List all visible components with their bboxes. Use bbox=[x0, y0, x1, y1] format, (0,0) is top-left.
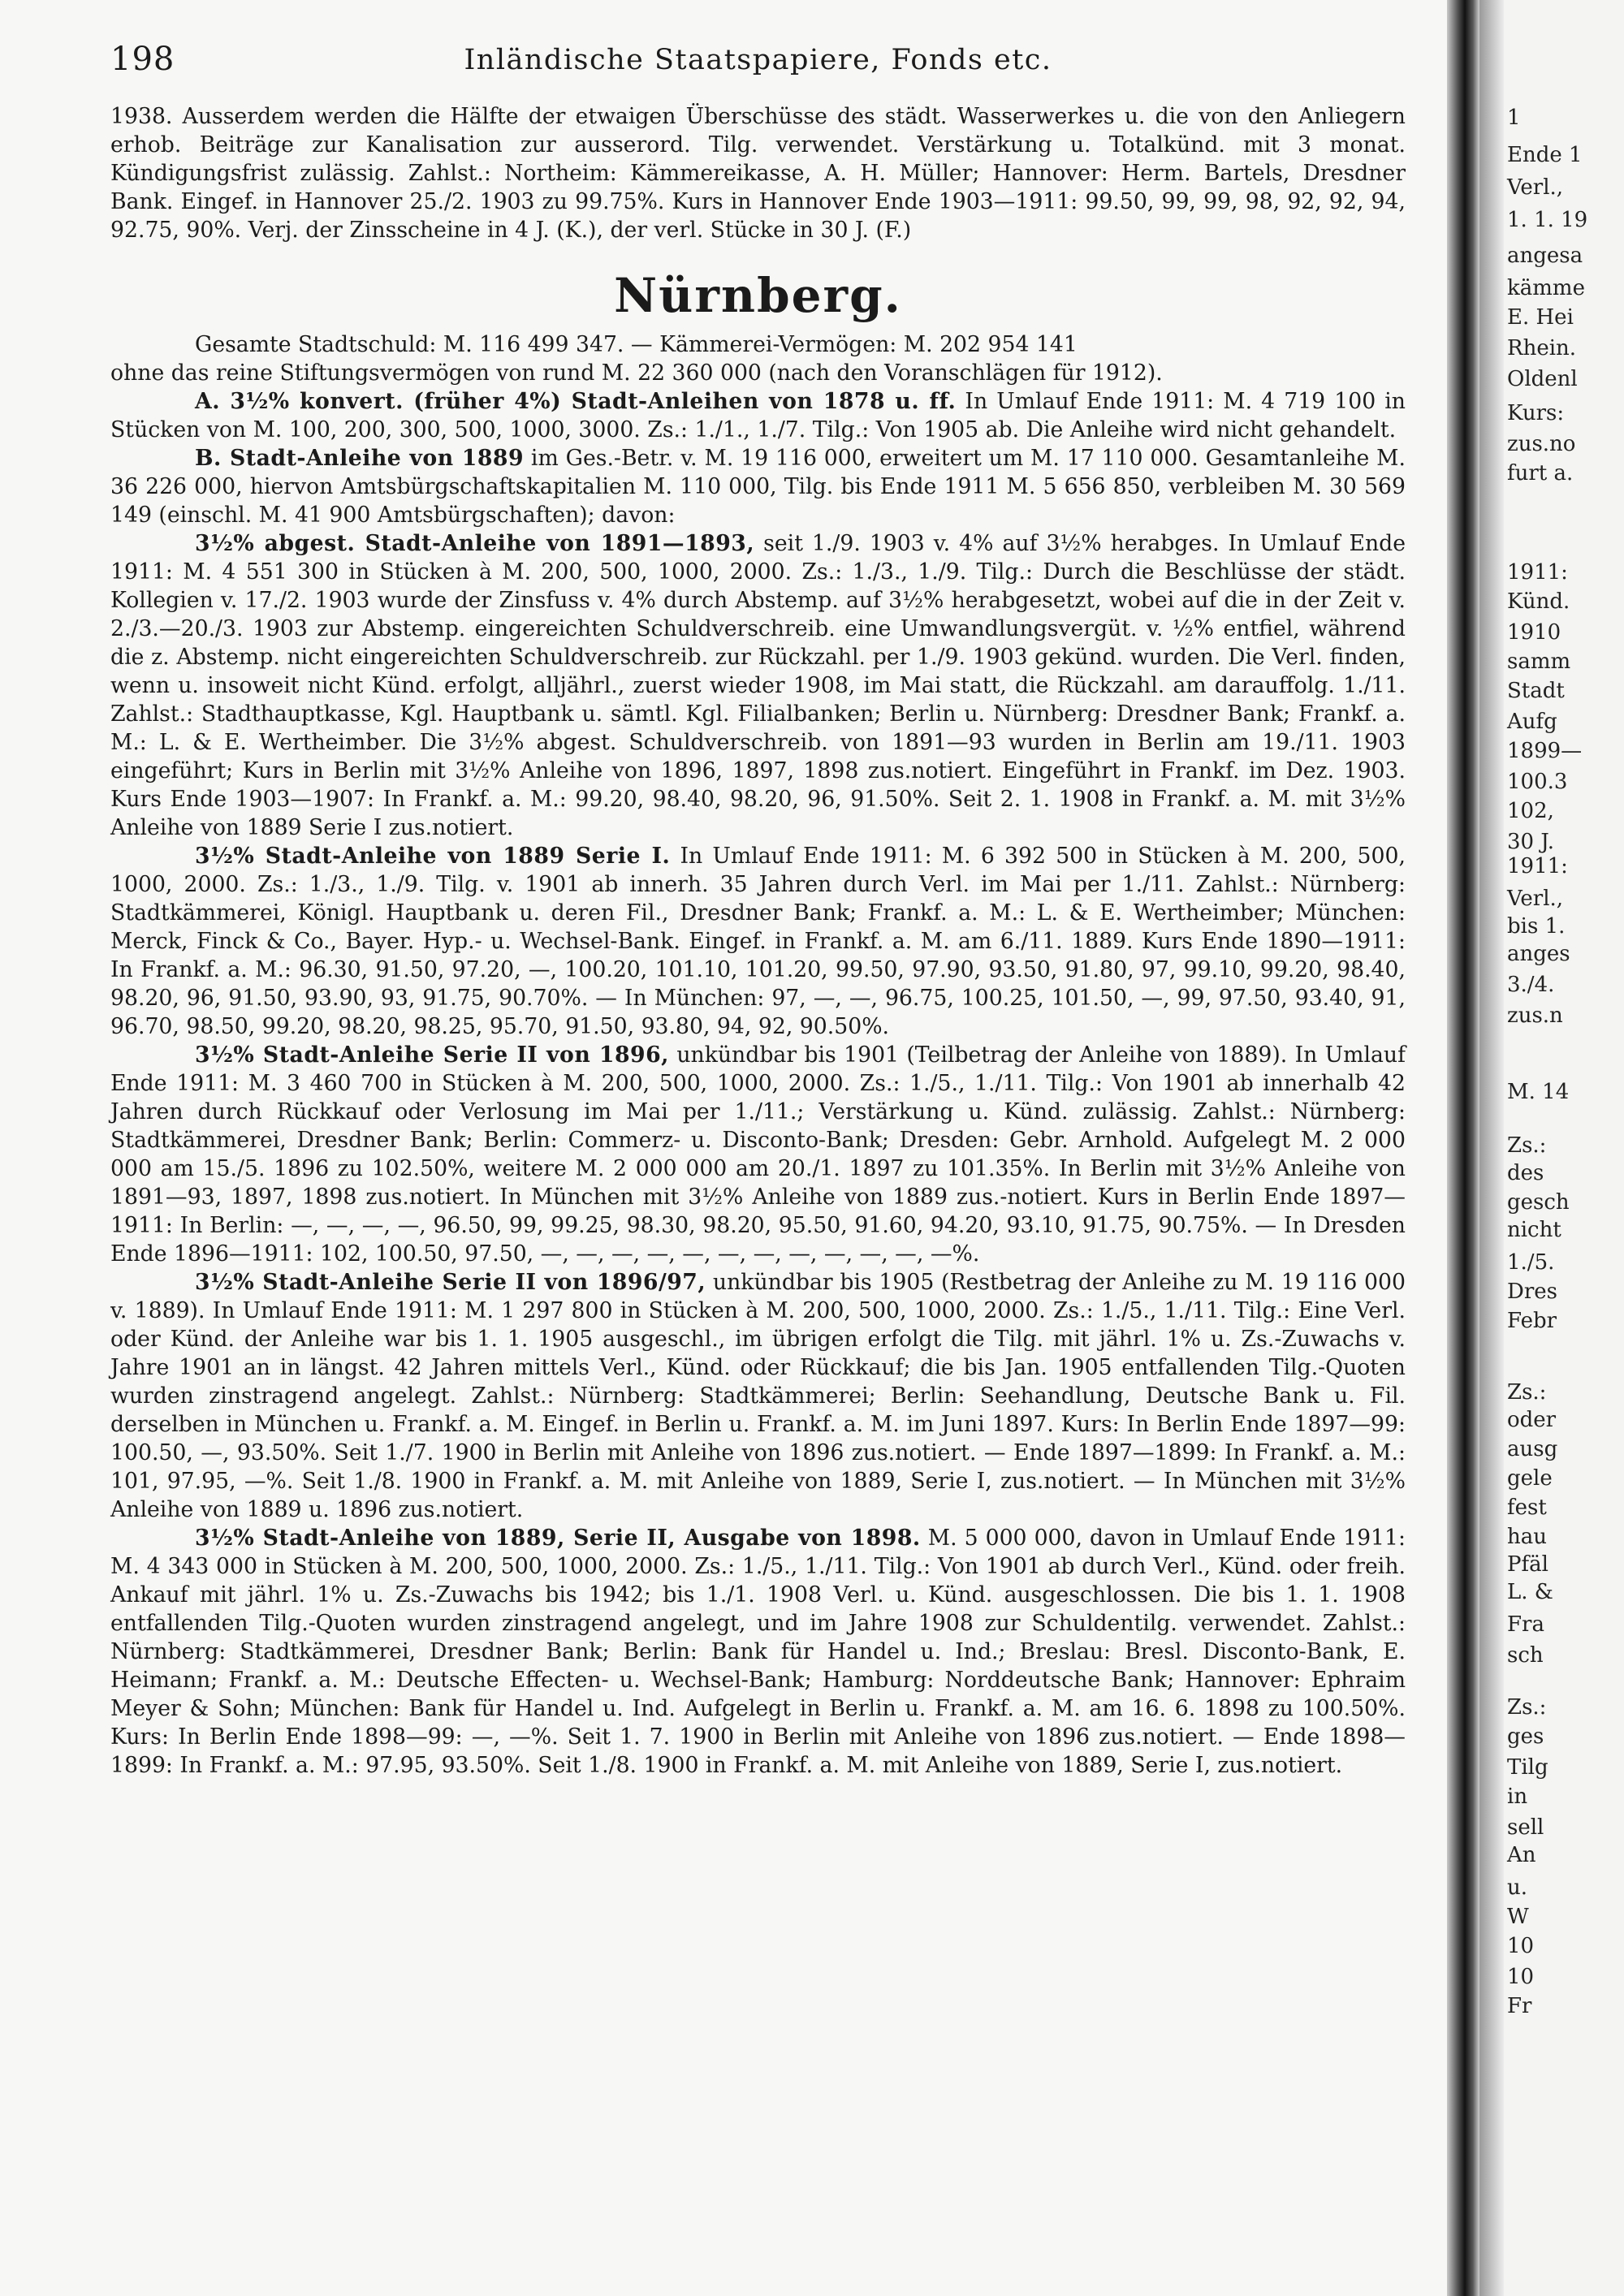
adjacent-page-fragment: E. Hei bbox=[1507, 305, 1574, 330]
adjacent-page-fragment: 1899— bbox=[1507, 739, 1583, 763]
adjacent-page-fragment: Kurs: bbox=[1507, 401, 1565, 425]
adjacent-page-fragment: 1911: bbox=[1507, 560, 1568, 585]
page-number: 198 bbox=[110, 41, 175, 78]
adjacent-page-fragment: Febr bbox=[1507, 1309, 1557, 1333]
loan-heading: A. 3½% konvert. (früher 4%) Stadt-Anleihen von 1878 u. ff. bbox=[195, 389, 957, 414]
loan-text: seit 1./9. 1903 v. 4% auf 3½% herabges. In Umlauf Ende 1911: M. 4 551 300 in Stücken à M. 200, 500, 1000, 2000. Zs.: 1./3., 1./9. Tilg.: Durch die Beschlüsse der städt. Kollegien v. 17./2. 1903 wurde der Zinsfuss v. 4% durch Abstemp. auf 3½% herabgesetzt, wobei auf die in der Zeit v. 2./3.—20./3. 1903 zur Abstemp. eingereichten Schuldverschreib. eine Umwandlungsvergüt. v. ½% entfiel, während die z. Abstemp. nicht eingereichten Schuldverschreib. zur Rückzahl. per 1./9. 1903 gekünd. wurden. Die Verl. finden, wenn u. insoweit nicht Künd. erfolgt, alljährl., zuerst wieder 1908, im Mai statt, die Rückzahl. am darauffolg. 1./11. Zahlst.: Stadthauptkasse, Kgl. Hauptbank u. sämtl. Kgl. Filialbanken; Berlin u. Nürnberg: Dresdner Bank; Frankf. a. M.: L. & E. Wertheimber. Die 3½% abgest. Schuldverschreib. von 1891—93 wurden in Berlin am 19./11. 1903 eingeführt; Kurs in Berlin mit 3½% Anleihe von 1896, 1897, 1898 zus.notiert. Eingeführt in Frankf. im Dez. 1903. Kurs Ende 1903—1907: In Frankf. a. M.: 99.20, 98.40, 98.20, 96, 91.50%. Seit 2. 1. 1908 in Frankf. a. M. mit 3½% Anleihe von 1889 Serie I zus.notiert. bbox=[110, 531, 1406, 840]
adjacent-page-fragment: oder bbox=[1507, 1408, 1557, 1432]
adjacent-page-fragment: Dres bbox=[1507, 1280, 1558, 1304]
adjacent-page-fragment: Fr bbox=[1507, 1994, 1532, 2018]
loan-heading: 3½% Stadt-Anleihe von 1889, Serie II, Ausgabe von 1898. bbox=[195, 1526, 921, 1551]
adjacent-page-fragment: Zs.: bbox=[1507, 1695, 1547, 1720]
adjacent-page-fragment: An bbox=[1507, 1843, 1536, 1867]
adjacent-page-fragment: samm bbox=[1507, 650, 1571, 674]
adjacent-page-fragment: angesa bbox=[1507, 244, 1583, 268]
adjacent-page-fragment: Verl., bbox=[1507, 887, 1564, 911]
loan-section-a bbox=[110, 387, 1406, 444]
adjacent-page-fragment: Fra bbox=[1507, 1612, 1544, 1637]
adjacent-page-fragment: zus.no bbox=[1507, 432, 1576, 456]
adjacent-page-fragment: ausg bbox=[1507, 1437, 1558, 1461]
adjacent-page-fragment: Zs.: bbox=[1507, 1380, 1547, 1405]
adjacent-page-fragment: 1./5. bbox=[1507, 1250, 1555, 1275]
adjacent-page-fragment: in bbox=[1507, 1785, 1528, 1809]
loan-heading: 3½% Stadt-Anleihe von 1889 Serie I. bbox=[195, 844, 671, 869]
adjacent-page-fragment: fest bbox=[1507, 1495, 1547, 1520]
adjacent-page-fragment: u. bbox=[1507, 1875, 1528, 1900]
adjacent-page-fragment: anges bbox=[1507, 942, 1570, 966]
adjacent-page-fragment: 3./4. bbox=[1507, 973, 1555, 997]
loan-heading: B. Stadt-Anleihe von 1889 bbox=[195, 446, 525, 471]
adjacent-page-strip bbox=[1504, 0, 1624, 2296]
loan-section-1889-serie-1 bbox=[110, 842, 1406, 1041]
adjacent-page-fragment: 100.3 bbox=[1507, 770, 1568, 794]
adjacent-page-fragment: L. & bbox=[1507, 1580, 1553, 1604]
adjacent-page-fragment: hau bbox=[1507, 1525, 1547, 1549]
adjacent-page-fragment: kämme bbox=[1507, 276, 1585, 300]
adjacent-page-fragment: Rhein. bbox=[1507, 336, 1577, 360]
adjacent-page-fragment: M. 14 bbox=[1507, 1080, 1570, 1104]
adjacent-page-fragment: Ende 1 bbox=[1507, 143, 1583, 167]
loan-text: M. 5 000 000, davon in Umlauf Ende 1911: M. 4 343 000 in Stücken à M. 200, 500, 1000, 2000. Zs.: 1./5., 1./11. Tilg.: Von 1901 ab durch Verl., Künd. oder freih. Ankauf mit jährl. 1% u. Zs.-Zuwachs bis 1942; bis 1./1. 1908 Verl. u. Künd. ausgeschlossen. Die bis 1. 1. 1908 entfallenden Tilg.-Quoten wurden zinstragend angelegt, und im Jahre 1908 zur Schuldentilg. verwendet. Zahlst.: Nürnberg: Stadtkämmerei, Dresdner Bank; Berlin: Bank für Handel u. Ind.; Breslau: Bresl. Disconto-Bank, E. Heimann; Frankf. a. M.: Deutsche Effecten- u. Wechsel-Bank; Hamburg: Norddeutsche Bank; Hannover: Ephraim Meyer & Sohn; München: Bank für Handel u. Ind. Aufgelegt in Berlin u. Frankf. a. M. am 16. 6. 1898 zu 100.50%. Kurs: In Berlin Ende 1898—99: —, —%. Seit 1. 7. 1900 in Berlin mit Anleihe von 1896 zus.notiert. — Ende 1898—1899: In Frankf. a. M.: 97.95, 93.50%. Seit 1./8. 1900 in Frankf. a. M. mit Anleihe von 1889, Serie I, zus.notiert. bbox=[110, 1526, 1406, 1778]
adjacent-page-fragment: Zs.: bbox=[1507, 1133, 1547, 1158]
adjacent-page-fragment: 1911: bbox=[1507, 854, 1568, 878]
loan-section-serie-2-1898 bbox=[110, 1524, 1406, 1780]
adjacent-page-fragment: Stadt bbox=[1507, 679, 1565, 703]
intro-paragraph: 1938. Ausserdem werden die Hälfte der etwaigen Überschüsse des städt. Wasserwerkes u. die von den Anliegern erhob. Beiträge zur Kanalisation zur ausserord. Tilg. verwendet. Verstärkung u. Totalkünd. mit 3 monat. Kündigungsfrist zulässig. Zahlst.: Northeim: Kämmereikasse, A. H. Müller; Hannover: Herm. Bartels, Dresdner Bank. Eingef. in Hannover 25./2. 1903 zu 99.75%. Kurs in Hannover Ende 1903—1911: 99.50, 99, 99, 98, 92, 92, 94, 92.75, 90%. Verj. der Zinsscheine in 4 J. (K.), der verl. Stücke in 30 J. (F.) bbox=[110, 104, 1406, 243]
loan-heading: 3½% Stadt-Anleihe Serie II von 1896, bbox=[195, 1042, 669, 1068]
city-heading: Nürnberg. bbox=[614, 268, 902, 323]
page-header bbox=[110, 41, 1406, 89]
adjacent-page-fragment: 1 bbox=[1507, 106, 1521, 130]
text-column bbox=[110, 102, 1406, 1780]
adjacent-page-fragment: Oldenl bbox=[1507, 367, 1578, 391]
adjacent-page-fragment: sell bbox=[1507, 1815, 1544, 1840]
loan-heading: 3½% Stadt-Anleihe Serie II von 1896/97, bbox=[195, 1270, 706, 1295]
adjacent-page-fragment: des bbox=[1507, 1161, 1544, 1185]
adjacent-page-fragment: Künd. bbox=[1507, 589, 1570, 614]
adjacent-page-fragment: 30 J. bbox=[1507, 830, 1555, 854]
loan-text: im Ges.-Betr. v. M. 19 116 000, erweitert um M. 17 110 000. Gesamtanleihe M. 36 226 000, hiervon Amtsbürgschaftskapitalien M. 110 000, Tilg. bis Ende 1911 M. 5 656 850, verbleiben M. 30 569 149 (einschl. M. 41 900 Amtsbürgschaften); davon: bbox=[110, 446, 1406, 528]
adjacent-page-fragment: bis 1. bbox=[1507, 914, 1566, 939]
adjacent-page-fragment: sch bbox=[1507, 1643, 1544, 1668]
adjacent-page-fragment: ges bbox=[1507, 1724, 1544, 1749]
adjacent-page-fragment: gesch bbox=[1507, 1190, 1570, 1215]
adjacent-page-fragment: zus.n bbox=[1507, 1003, 1563, 1028]
page-gutter-shadow bbox=[1447, 0, 1479, 2296]
debt-summary-line: Gesamte Stadtschuld: M. 116 499 347. — Kämmerei-Vermögen: M. 202 954 141 bbox=[195, 332, 1078, 357]
loan-text: In Umlauf Ende 1911: M. 4 719 100 in Stücken von M. 100, 200, 300, 500, 1000, 3000. Zs.: 1./1., 1./7. Tilg.: Von 1905 ab. Die Anleihe wird nicht gehandelt. bbox=[110, 389, 1406, 442]
adjacent-page-fragment: Aufg bbox=[1507, 710, 1557, 734]
loan-text: unkündbar bis 1901 (Teilbetrag der Anleihe von 1889). In Umlauf Ende 1911: M. 3 460 700 in Stücken à M. 200, 500, 1000, 2000. Zs.: 1./5., 1./11. Tilg.: Von 1901 ab innerhalb 42 Jahren durch Rückkauf oder Verlosung im Mai per 1./11.; Verstärkung u. Künd. zulässig. Zahlst.: Nürnberg: Stadtkämmerei, Dresdner Bank; Berlin: Commerz- u. Disconto-Bank; Dresden: Gebr. Arnhold. Aufgelegt M. 2 000 000 am 15./5. 1896 zu 102.50%, weitere M. 2 000 000 am 20./1. 1897 zu 101.35%. In Berlin mit 3½% Anleihe von 1891—93, 1897, 1898 zus.notiert. In München mit 3½% Anleihe von 1889 zus.-notiert. Kurs in Berlin Ende 1897—1911: In Berlin: —, —, —, —, 96.50, 99, 99.25, 98.30, 98.20, 95.50, 91.60, 94.20, 93.10, 91.75, 90.75%. — In Dresden Ende 1896—1911: 102, 100.50, 97.50, —, —, —, —, —, —, —, —, —, —, —, —%. bbox=[110, 1042, 1406, 1267]
adjacent-page-fragment: furt a. bbox=[1507, 461, 1574, 486]
loan-text: In Umlauf Ende 1911: M. 6 392 500 in Stücken à M. 200, 500, 1000, 2000. Zs.: 1./3., 1./9. Tilg. v. 1901 ab innerh. 35 Jahren durch Verl. im Mai per 1./11. Zahlst.: Nürnberg: Stadtkämmerei, Königl. Hauptbank u. deren Fil., Dresdner Bank; Frankf. a. M.: L. & E. Wertheimber; München: Merck, Finck & Co., Bayer. Hyp.- u. Wechsel-Bank. Eingef. in Frankf. a. M. am 6./11. 1889. Kurs Ende 1890—1911: In Frankf. a. M.: 96.30, 91.50, 97.20, —, 100.20, 101.10, 101.20, 99.50, 97.90, 93.50, 91.80, 97, 99.10, 99.20, 98.40, 98.20, 96, 91.50, 93.90, 93, 91.75, 90.70%. — In München: 97, —, —, 96.75, 100.25, 101.50, —, 99, 97.50, 93.40, 91, 96.70, 98.50, 99.20, 98.20, 98.25, 95.70, 91.50, 93.80, 94, 92, 90.50%. bbox=[110, 844, 1406, 1039]
adjacent-page-fragment: Verl., bbox=[1507, 175, 1564, 200]
page-gutter-fold bbox=[1479, 0, 1504, 2296]
adjacent-page-fragment: 10 bbox=[1507, 1965, 1535, 1989]
adjacent-page-fragment: Pfäl bbox=[1507, 1552, 1548, 1577]
adjacent-page-fragment: nicht bbox=[1507, 1218, 1561, 1242]
loan-section-serie-2-1896-97 bbox=[110, 1268, 1406, 1524]
adjacent-page-fragment: 1. 1. 19 bbox=[1507, 208, 1588, 232]
adjacent-page-fragment: Tilg bbox=[1507, 1755, 1548, 1780]
loan-section-1891 bbox=[110, 529, 1406, 842]
running-head: Inländische Staatspapiere, Fonds etc. bbox=[464, 44, 1052, 76]
adjacent-page-fragment: gele bbox=[1507, 1466, 1553, 1491]
adjacent-page-fragment: 102, bbox=[1507, 799, 1554, 823]
loan-section-b bbox=[110, 444, 1406, 529]
adjacent-page-fragment: 1910 bbox=[1507, 620, 1561, 645]
loan-text: unkündbar bis 1905 (Restbetrag der Anleihe zu M. 19 116 000 v. 1889). In Umlauf Ende 1911: M. 1 297 800 in Stücken à M. 200, 500, 1000, 2000. Zs.: 1./5., 1./11. Tilg.: Eine Verl. oder Künd. der Anleihe war bis 1. 1. 1905 ausgeschl., im übrigen erfolgt die Tilg. mit jährl. 1% u. Zs.-Zuwachs v. Jahre 1901 an in längst. 42 Jahren mittels Verl., Künd. oder Rückkauf; die bis Jan. 1905 entfallenden Tilg.-Quoten wurden zinstragend angelegt. Zahlst.: Nürnberg: Stadtkämmerei; Berlin: Seehandlung, Deutsche Bank u. Fil. derselben in München u. Frankf. a. M. Eingef. in Berlin u. Frankf. a. M. im Juni 1897. Kurs: In Berlin Ende 1897—99: 100.50, —, 93.50%. Seit 1./7. 1900 in Berlin mit Anleihe von 1896 zus.notiert. — Ende 1897—1899: In Frankf. a. M.: 101, 97.95, —%. Seit 1./8. 1900 in Frankf. a. M. mit Anleihe von 1889, Serie I, zus.notiert. — In München mit 3½% Anleihe von 1889 u. 1896 zus.notiert. bbox=[110, 1270, 1406, 1522]
debt-summary-line-2: ohne das reine Stiftungsvermögen von rund M. 22 360 000 (nach den Voranschlägen für 1912). bbox=[110, 360, 1163, 386]
loan-section-serie-2-1896 bbox=[110, 1041, 1406, 1268]
loan-heading: 3½% abgest. Stadt-Anleihe von 1891—1893, bbox=[195, 531, 755, 556]
adjacent-page-fragment: W bbox=[1507, 1905, 1529, 1929]
adjacent-page-fragment: 10 bbox=[1507, 1934, 1535, 1958]
